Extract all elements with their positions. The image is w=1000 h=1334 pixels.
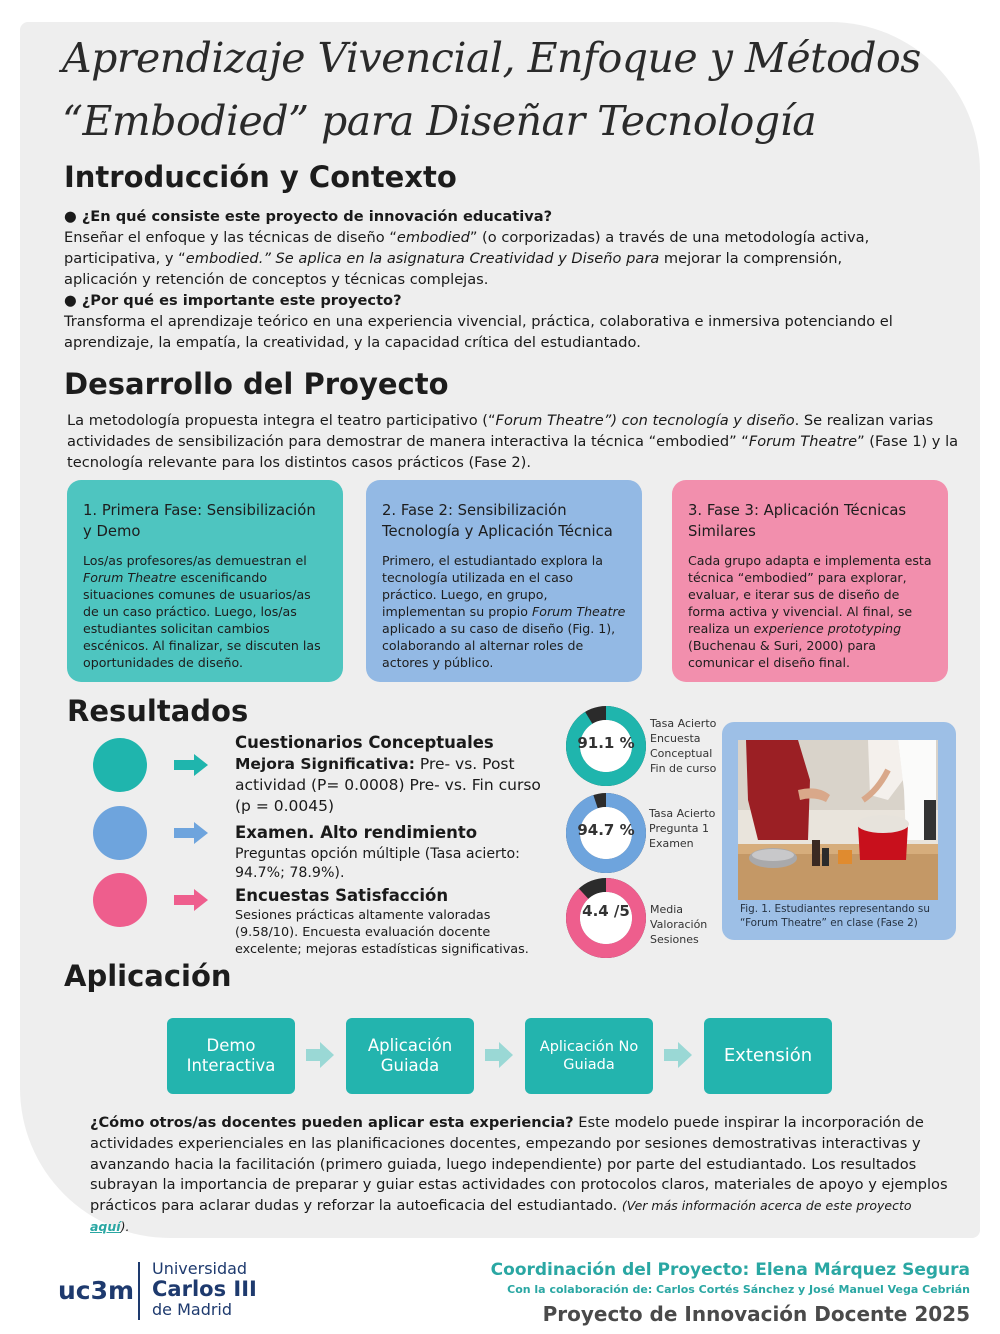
phase-card-3 [672, 480, 948, 682]
intro-answer-1: Enseñar el enfoque y las técnicas de diseño “embodied” (o corporizadas) a través de una metodología activa, participativa, y “embodied.” Se aplica en la asignatura Creatividad y Diseño para mejorar la comprensión, aplicación y retención de conceptos y técnicas complejas. [64, 229, 870, 288]
footer-project: Proyecto de Innovación Docente 2025 [542, 1302, 970, 1326]
result-1-text: Mejora Significativa: Pre- vs. Post actividad (P= 0.0008) Pre- vs. Fin curso (p = 0.0045) [235, 755, 541, 815]
classroom-photo [738, 740, 938, 900]
flow-arrow-icon [664, 1040, 694, 1070]
flow-step-extension: Extensión [704, 1018, 832, 1094]
result-2-text: Preguntas opción múltiple (Tasa acierto: 94.7%; 78.9%). [235, 846, 520, 881]
phase-card-3-title: 3. Fase 3: Aplicación Técnicas Similares [688, 502, 907, 540]
arrow-right-icon [174, 754, 208, 776]
intro-text [64, 206, 894, 353]
footer-collaboration: Con la colaboración de: Carlos Cortés Sánchez y José Manuel Vega Cebrián [507, 1283, 970, 1296]
donut-value-examen: 94.7 % [577, 821, 635, 839]
poster-title [62, 30, 962, 150]
donut-label-encuesta: Tasa Acierto Encuesta Conceptual Fin de curso [650, 717, 717, 775]
figure-caption: Fig. 1. Estudiantes representando su “Forum Theatre” en clase (Fase 2) [740, 903, 930, 929]
result-2-heading: Examen. Alto rendimiento [235, 823, 478, 842]
result-dot-pink [93, 873, 147, 927]
title-line-1: Aprendizaje Vivencial, Enfoque y Métodos [62, 34, 921, 82]
desarrollo-text: La metodología propuesta integra el teatro participativo (“Forum Theatre”) con tecnología y diseño. Se realizan varias actividades de sensibilización para demostrar de manera interactiva la técnica “embodied” “Forum Theatre” (Fase 1) y la tecnología relevante para los distintos casos prácticos (Fase 2). [67, 412, 959, 471]
footer-coordination: Coordinación del Proyecto: Elena Márquez Segura [490, 1260, 970, 1280]
resultados-heading: Resultados [67, 694, 249, 728]
phase-card-2-body: Primero, el estudiantado explora la tecnología utilizada en el caso práctico. Luego, en grupo, implementan su propio Forum Theatre aplicado a su caso de diseño (Fig. 1), colaborando al alternar roles de actores y público. [382, 553, 626, 670]
aplicacion-text: ¿Cómo otros/as docentes pueden aplicar esta experiencia? Este modelo puede inspirar la incorporación de actividades experienciales en las planificaciones docentes, empezando por sesiones demostrativas interactivas y avanzando hacia la facilitación (primero guiada, luego independiente) por parte del estudiantado. Los resultados subrayan la importancia de preparar y guiar estas actividades con protocolos claros, materiales de apoyo y ejemplos prácticos para aclarar dudas y reforzar la autoeficacia del estudiantado. (Ver más información acerca de este proyecto aquí). [90, 1114, 948, 1234]
result-3-heading: Encuestas Satisfacción [235, 886, 449, 905]
uc3m-logo-short: uc3m [58, 1276, 135, 1305]
aplicacion-heading: Aplicación [64, 959, 232, 993]
arrow-right-icon [174, 822, 208, 844]
donut-label-valoracion: Media Valoración Sesiones [650, 903, 708, 946]
donut-value-valoracion: 4.4 /5 [582, 902, 630, 920]
figure-box [722, 722, 956, 940]
result-3-text: Sesiones prácticas altamente valoradas (9.58/10). Encuesta evaluación docente excelente; mejoras estadísticas significativas. [235, 908, 529, 957]
desarrollo-heading: Desarrollo del Proyecto [64, 367, 449, 401]
intro-heading: Introducción y Contexto [64, 160, 457, 194]
result-1-heading: Cuestionarios Conceptuales [235, 733, 494, 752]
result-dot-teal [93, 738, 147, 792]
phase-card-2 [366, 480, 642, 682]
donut-value-encuesta: 91.1 % [577, 734, 635, 752]
flow-arrow-icon [306, 1040, 336, 1070]
phase-card-1-body: Los/as profesores/as demuestran el Forum Theatre escenificando situaciones comunes de usuarios/as de un caso práctico. Luego, los/as estudiantes solicitan cambios escénicos. Al finalizar, se discuten las oportunidades de diseño. [83, 553, 321, 670]
intro-answer-2: Transforma el aprendizaje teórico en una experiencia vivencial, práctica, colaborativa e inmersiva potenciando el aprendizaje, la empatía, la creatividad, y la capacidad crítica del estudiantado. [64, 313, 893, 351]
phase-card-1 [67, 480, 343, 682]
arrow-right-icon [174, 889, 208, 911]
phase-card-2-title: 2. Fase 2: Sensibilización Tecnología y Aplicación Técnica [382, 502, 613, 540]
flow-step-demo: Demo Interactiva [167, 1018, 295, 1094]
more-info-link[interactable]: aquí [90, 1218, 121, 1234]
phase-card-3-body: Cada grupo adapta e implementa esta técnica “embodied” para explorar, evaluar, e iterar sus de diseño de forma activa y vivencial. Al final, se realiza un experience prototyping (Buchenau & Suri, 2000) para comunicar el diseño final. [688, 553, 932, 670]
intro-question-1: ● ¿En qué consiste este proyecto de innovación educativa? [64, 208, 553, 225]
intro-question-2: ● ¿Por qué es importante este proyecto? [64, 292, 402, 309]
logo-divider [138, 1262, 140, 1320]
uc3m-logo: Universidad Carlos III de Madrid [152, 1259, 257, 1319]
flow-step-guiada: Aplicación Guiada [346, 1018, 474, 1094]
flow-arrow-icon [485, 1040, 515, 1070]
donut-label-examen: Tasa Acierto Pregunta 1 Examen [649, 807, 716, 850]
title-line-2: “Embodied” para Diseñar Tecnología [62, 97, 817, 145]
result-dot-blue [93, 806, 147, 860]
flow-step-no-guiada: Aplicación No Guiada [525, 1018, 653, 1094]
phase-card-1-title: 1. Primera Fase: Sensibilización y Demo [83, 502, 316, 540]
